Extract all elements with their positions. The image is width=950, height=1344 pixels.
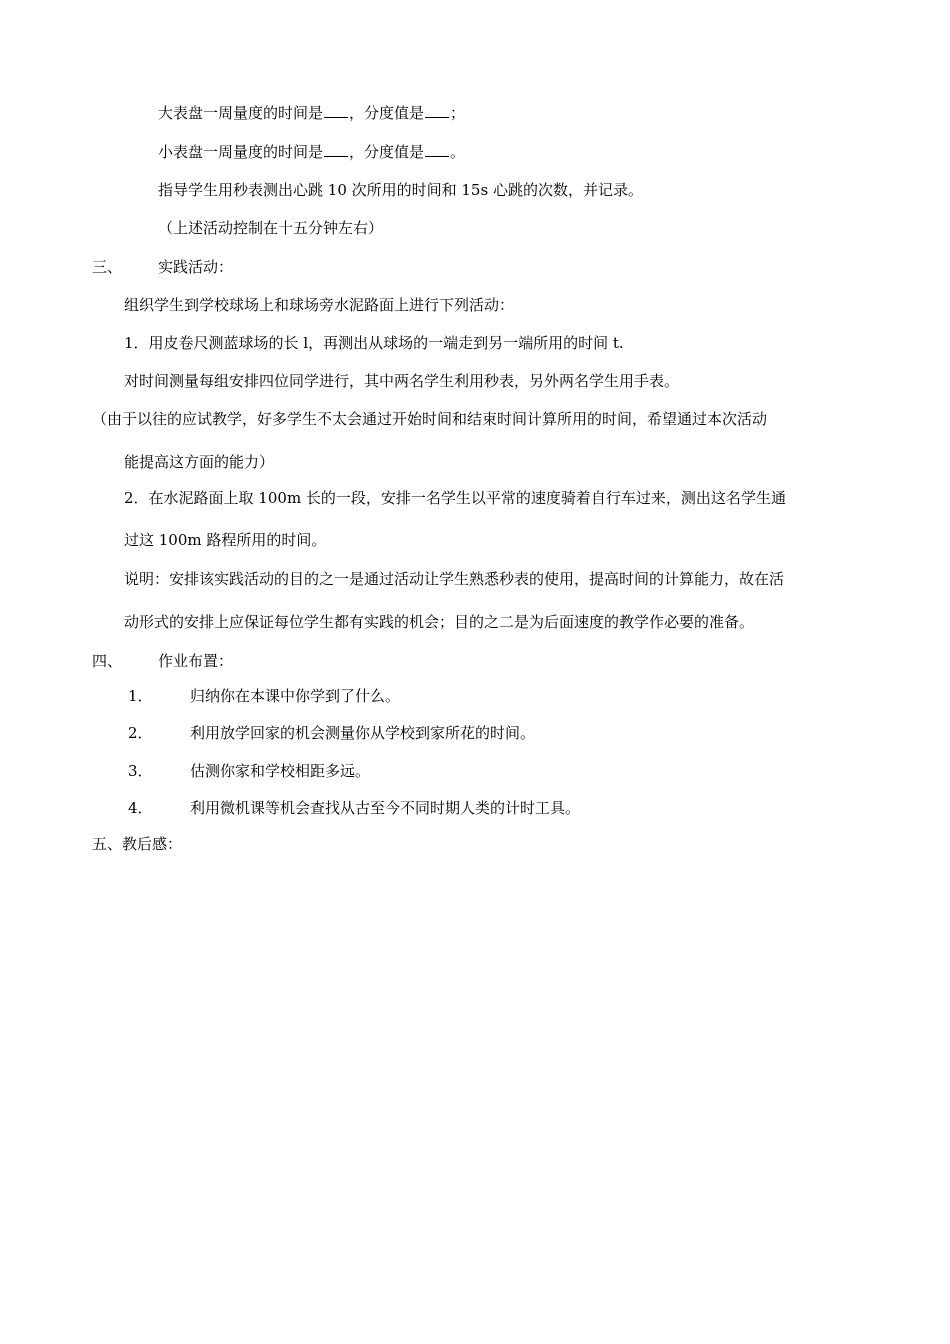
section3-explain-line2: 动形式的安排上应保证每位学生都有实践的机会；目的之二是为后面速度的教学作必要的准备。 [124,613,755,631]
homework-item-4-number: 4． [128,799,153,817]
section3-explain-line1: 说明：安排该实践活动的目的之一是通过活动让学生熟悉秒表的使用，提高时间的计算能力，故在活 [124,570,785,588]
small-dial-text-b: ，分度值是 [349,143,425,161]
homework-item-1 [128,686,400,706]
small-dial-division-blank [425,142,449,157]
homework-item-1-number: 1． [128,687,153,705]
section3-item2-line1: 2．在水泥路面上取 100m 长的一段，安排一名学生以平常的速度骑着自行车过来，测出这名学生通 [124,489,786,507]
big-dial-line [158,103,465,123]
guide-line: 指导学生用秒表测出心跳 10 次所用的时间和 15s 心跳的次数，并记录。 [158,181,643,199]
homework-item-2-number: 2． [128,724,153,742]
big-dial-division-blank [425,103,449,118]
section3-item1-note: 对时间测量每组安排四位同学进行，其中两名学生利用秒表，另外两名学生用手表。 [124,372,680,390]
homework-item-3-text: 估测你家和学校相距多远。 [190,762,371,780]
section3-heading [92,257,233,277]
section4-number: 四、 [92,652,123,670]
section3-remark-line2: 能提高这方面的能力） [124,453,275,471]
time-control-note: （上述活动控制在十五分钟左右） [158,219,384,237]
small-dial-text-a: 小表盘一周量度的时间是 [158,143,324,161]
section4-heading [92,651,233,671]
big-dial-text-c: ； [450,104,466,122]
small-dial-period-blank [324,142,348,157]
homework-item-3-number: 3． [128,762,153,780]
section3-intro: 组织学生到学校球场上和球场旁水泥路面上进行下列活动： [124,296,515,314]
small-dial-line [158,142,465,162]
big-dial-period-blank [324,103,348,118]
section3-item2-line2: 过这 100m 路程所用的时间。 [124,531,327,549]
big-dial-text-a: 大表盘一周量度的时间是 [158,104,324,122]
section3-remark-line1: （由于以往的应试教学，好多学生不太会通过开始时间和结束时间计算所用的时间，希望通过本次活动 [92,410,768,428]
section3-item1: 1．用皮卷尺测蓝球场的长 l，再测出从球场的一端走到另一端所用的时间 t. [124,334,624,352]
homework-item-4-text: 利用微机课等机会查找从古至今不同时期人类的计时工具。 [190,799,581,817]
section5-heading: 五、教后感： [92,835,183,853]
section3-title: 实践活动： [158,258,234,276]
small-dial-text-c: 。 [450,143,466,161]
homework-item-2 [128,723,535,743]
big-dial-text-b: ，分度值是 [349,104,425,122]
section3-number: 三、 [92,258,123,276]
homework-item-3 [128,761,370,781]
homework-item-1-text: 归纳你在本课中你学到了什么。 [190,687,401,705]
homework-item-4 [128,798,580,818]
section4-title: 作业布置： [158,652,234,670]
homework-item-2-text: 利用放学回家的机会测量你从学校到家所花的时间。 [190,724,536,742]
